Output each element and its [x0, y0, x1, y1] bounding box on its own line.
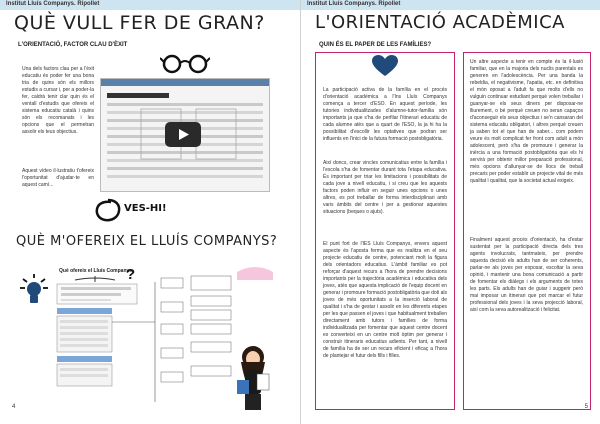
families-box-left: [315, 52, 455, 410]
families-text-4: Un altre aspecte a tenir en compte és la il·lusió familiar, que en la majoria dels nuclis parentals es generen en l'adolescència. Per una banda la rebeldia, el negativisme, l'apatia, etc. en definitiva el món oposat a l'adult fa que molts d'ells no vulguin continuar estudiant perquè volen treballar i guanyar-se els seus diners per disposar-ne lliurement, o bé perquè creuen no seran capaços d'aconseguir els seus objectius i se'n cansaran del sistema educatiu obligatori, i altres perquè creuen ja saben tot el que han de saber... com podem veure és molt complicat fer front com adult a món adolescent, però s'ha de promoure i generar la inèrcia a una formació postobligatòria que els hi servirà per obtenir millor preparació professional, més opcions d'allunyar-se de llocs de treball precaris per poder establir un projecte vital de més qualitat i qualitat, que la societat actual exigeix.: [470, 59, 583, 184]
left-header-text: Institut Lluís Companys. Ripollet: [6, 1, 100, 7]
circle-doodle-icon: [94, 197, 122, 223]
left-page-number: 4: [12, 404, 16, 410]
right-page-title: L'ORIENTACIÓ ACADÈMICA: [315, 12, 565, 33]
left-page-title: QUÈ VULL FER DE GRAN?: [14, 12, 265, 34]
right-header-bar: [301, 0, 600, 10]
video-text: Aquest vídeo il·lustratiu t'ofereix l'oportunitat d'ajudar-te en aquest camí...: [22, 168, 94, 188]
section-title: QUÈ M'OFEREIX EL LLUÍS COMPANYS?: [16, 234, 278, 249]
families-text-2: Així doncs, crear vincles comunicatius entre la família i l'escola s'ha de fomentar durant tota l'etapa educativa. És important per triar les limitacions i possibilitats de cada jove a nivell educatiu, i si creu que les aquests factors poden influir en seguir unes opcions o unes altres, es pot treballar de forma interdisciplinari amb varis àmbits del centre i per a gestionar aquestes situacions (beques o ajuts).: [323, 160, 447, 215]
video-play-button[interactable]: [165, 122, 201, 147]
families-text-1: La participació activa de la família en el procés d'orientació acadèmica a l'Ins Lluís Companys comença a tercer d'ESO. En aquest període, les tutories individualitzades d'alumne-tutor-família són importants ja que s'ha de perfilar l'itinerari educatiu de cada alumne atès que a quart de l'ESO, la ja hi ha la possibilitat d'escollir les optatives que podran ser influents en l'inici de la futura formació postobligatòria.: [323, 87, 447, 142]
video-thumbnail[interactable]: [100, 78, 270, 192]
heart-icon: [372, 55, 398, 77]
play-icon: [165, 122, 201, 147]
ves-hi-link[interactable]: VES-HI!: [124, 203, 167, 214]
families-box-right: [463, 52, 591, 410]
right-subtitle: QUIN ÉS EL PAPER DE LES FAMÍLIES?: [319, 42, 432, 48]
left-subtitle: L'ORIENTACIÓ, FACTOR CLAU D'ÈXIT: [18, 42, 128, 48]
svg-text:?: ?: [126, 266, 136, 283]
offer-diagram: [55, 262, 295, 412]
right-header-text: Institut Lluís Companys. Ripollet: [307, 1, 401, 7]
lightbulb-icon: [18, 274, 50, 308]
families-text-3: El punt fort de l'IES Lluís Companys, envers aquest aspecte és l'aposta ferma que es realitza en el seu projecte educatiu de centre, potenciant molt la figura dels orientadors educatius. L'àmbit familiar es pot reforçar d'aquest recurs a l'hora de prendre decisions importants per la trajectòria acadèmica i educativa dels joves, atès que aquesta implicació de l'equip docent en generar i promoure formació postobligatòria que doti als joves de més oportunitats a la inserció laboral de qualitat i s'ha de gestar i assolir en les diferents etapes per les que passen el joves i que habitualment treballen directament amb tutors i famílies de forma individualitzada per fomentar que aquest centre docent es converteixi en un centre molt òptim per generar i construir itineraris educatius adients. Per tant, a nivell de família ha de ser un recurs eficient i eficaç a l'hora de plantejar el futur dels fills i filles.: [323, 241, 447, 359]
intro-text: Una dels factors clau per a l'èxit educatiu és poder fer una bona tria de quins són els millors estudis a cursar i, per a poder-la fer, caldrà tenir clar quin és el ventall d'estudis que ofereix el sistema educatiu català i quins són els recomanats i les opcions que el permetran assolir els teus objectius.: [22, 66, 94, 135]
right-page: [300, 0, 600, 424]
left-header-bar: [0, 0, 300, 10]
right-page-number: 5: [584, 404, 588, 410]
glasses-icon: [160, 52, 210, 74]
families-text-5: Finalment aquest procés d'orientació, ha d'estar sustentat per la participació directa dels tres agents involucrats, tantmateix, per prendre aquesta decisió els adults han de ser coherents, parlar-ne als joves per exposar, escoltar la seva opinió, i mantenir una bona comunicació a partir de fomentar els diàlegs i els arguments de totes les parts. Els adults han de guiar i suggerir però mai imposar un itinerari que pot marcar el futur professional dels joves i la seva projecció laboral, així com la seva autorealització i felicitat.: [470, 237, 583, 313]
diagram-title: Què ofereix el Lluís Companys: [59, 268, 133, 274]
